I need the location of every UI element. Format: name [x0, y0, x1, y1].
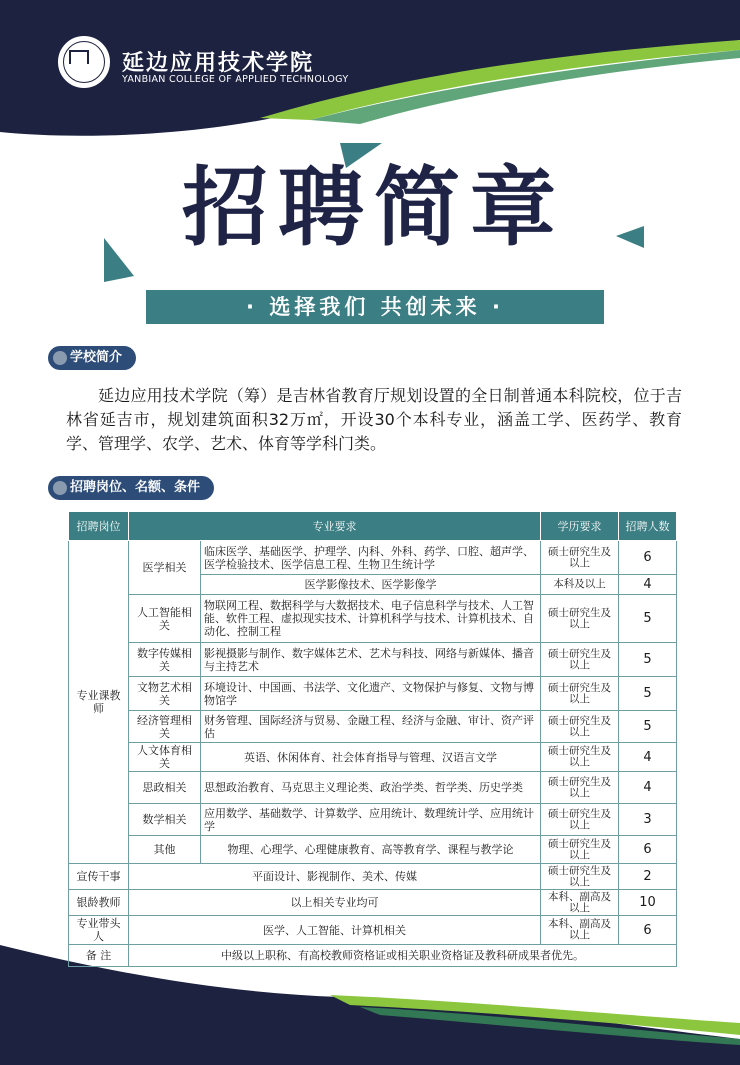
major-cell: 物联网工程、数据科学与大数据技术、电子信息科学与技术、人工智能、软件工程、虚拟现实技术、计算机科学与技术、计算机技术、自动化、控制工程	[201, 595, 541, 643]
intro-paragraph: 延边应用技术学院（筹）是吉林省教育厅规划设置的全日制普通本科院校，位于吉林省延吉市，规划建筑面积32万㎡，开设30个本科专业，涵盖工学、医药学、教育学、管理学、农学、艺术、体育等学科门类。	[66, 386, 682, 453]
category-cell: 文物艺术相关	[129, 677, 201, 711]
table-row	[69, 595, 677, 643]
table-row	[69, 541, 677, 575]
header-count: 招聘人数	[619, 512, 677, 541]
position-cell: 专业带头人	[69, 916, 129, 945]
table-row	[69, 836, 677, 864]
category-cell: 医学相关	[129, 541, 201, 595]
major-cell: 平面设计、影视制作、美术、传媒	[129, 864, 541, 890]
major-cell: 英语、休闲体育、社会体育指导与管理、汉语言文学	[201, 743, 541, 772]
education-cell: 硕士研究生及以上	[541, 595, 619, 643]
major-cell: 物理、心理学、心理健康教育、高等教育学、课程与教学论	[201, 836, 541, 864]
section-tag-positions: 招聘岗位、名额、条件	[48, 476, 214, 500]
table-row	[69, 743, 677, 772]
table-row	[69, 677, 677, 711]
position-cell: 宣传干事	[69, 864, 129, 890]
note-label: 备 注	[69, 945, 129, 967]
education-cell: 本科、副高及以上	[541, 890, 619, 916]
education-cell: 本科、副高及以上	[541, 916, 619, 945]
count-cell: 5	[619, 677, 677, 711]
table-row	[69, 804, 677, 836]
page-title: 招聘简章	[182, 158, 566, 258]
category-cell: 经济管理相关	[129, 711, 201, 743]
header-major: 专业要求	[129, 512, 541, 541]
count-cell: 3	[619, 804, 677, 836]
education-cell: 硕士研究生及以上	[541, 677, 619, 711]
table-row	[69, 890, 677, 916]
count-cell: 5	[619, 595, 677, 643]
table-header-row	[69, 512, 677, 541]
table-row	[69, 772, 677, 804]
major-cell: 影视摄影与制作、数字媒体艺术、艺术与科技、网络与新媒体、播音与主持艺术	[201, 643, 541, 677]
slogan: · 选择我们 共创未来 ·	[246, 295, 504, 319]
header-education: 学历要求	[541, 512, 619, 541]
table-row	[69, 916, 677, 945]
major-cell: 医学影像技术、医学影像学	[201, 575, 541, 595]
category-cell: 数学相关	[129, 804, 201, 836]
table-row	[69, 945, 677, 967]
section-tag-intro: 学校简介	[48, 346, 136, 370]
count-cell: 6	[619, 541, 677, 575]
category-cell: 思政相关	[129, 772, 201, 804]
education-cell: 硕士研究生及以上	[541, 711, 619, 743]
education-cell: 硕士研究生及以上	[541, 541, 619, 575]
table-row	[69, 711, 677, 743]
header-position: 招聘岗位	[69, 512, 129, 541]
education-cell: 硕士研究生及以上	[541, 804, 619, 836]
position-teacher: 专业课教师	[69, 541, 129, 864]
major-cell: 应用数学、基础数学、计算数学、应用统计、数理统计学、应用统计学	[201, 804, 541, 836]
count-cell: 6	[619, 836, 677, 864]
major-cell: 医学、人工智能、计算机相关	[129, 916, 541, 945]
position-cell: 银龄教师	[69, 890, 129, 916]
category-cell: 人文体育相关	[129, 743, 201, 772]
education-cell: 硕士研究生及以上	[541, 743, 619, 772]
table-row	[69, 864, 677, 890]
education-cell: 硕士研究生及以上	[541, 643, 619, 677]
count-cell: 2	[619, 864, 677, 890]
count-cell: 4	[619, 772, 677, 804]
count-cell: 10	[619, 890, 677, 916]
education-cell: 硕士研究生及以上	[541, 772, 619, 804]
school-logo	[56, 34, 112, 90]
education-cell: 本科及以上	[541, 575, 619, 595]
major-cell: 环境设计、中国画、书法学、文化遗产、文物保护与修复、文物与博物馆学	[201, 677, 541, 711]
note-text: 中级以上职称、有高校教师资格证或相关职业资格证及教科研成果者优先。	[129, 945, 677, 967]
major-cell: 思想政治教育、马克思主义理论类、政治学类、哲学类、历史学类	[201, 772, 541, 804]
education-cell: 硕士研究生及以上	[541, 836, 619, 864]
count-cell: 4	[619, 743, 677, 772]
school-name-en: YANBIAN COLLEGE OF APPLIED TECHNOLOGY	[122, 74, 349, 85]
category-cell: 人工智能相关	[129, 595, 201, 643]
category-cell: 数字传媒相关	[129, 643, 201, 677]
count-cell: 6	[619, 916, 677, 945]
major-cell: 临床医学、基础医学、护理学、内科、外科、药学、口腔、超声学、医学检验技术、医学信息工程、生物卫生统计学	[201, 541, 541, 575]
major-cell: 财务管理、国际经济与贸易、金融工程、经济与金融、审计、资产评估	[201, 711, 541, 743]
count-cell: 5	[619, 711, 677, 743]
category-cell: 其他	[129, 836, 201, 864]
major-cell: 以上相关专业均可	[129, 890, 541, 916]
count-cell: 5	[619, 643, 677, 677]
table-row	[69, 643, 677, 677]
school-name-cn: 延边应用技术学院	[122, 50, 315, 76]
education-cell: 硕士研究生及以上	[541, 864, 619, 890]
recruitment-table	[68, 511, 677, 967]
count-cell: 4	[619, 575, 677, 595]
